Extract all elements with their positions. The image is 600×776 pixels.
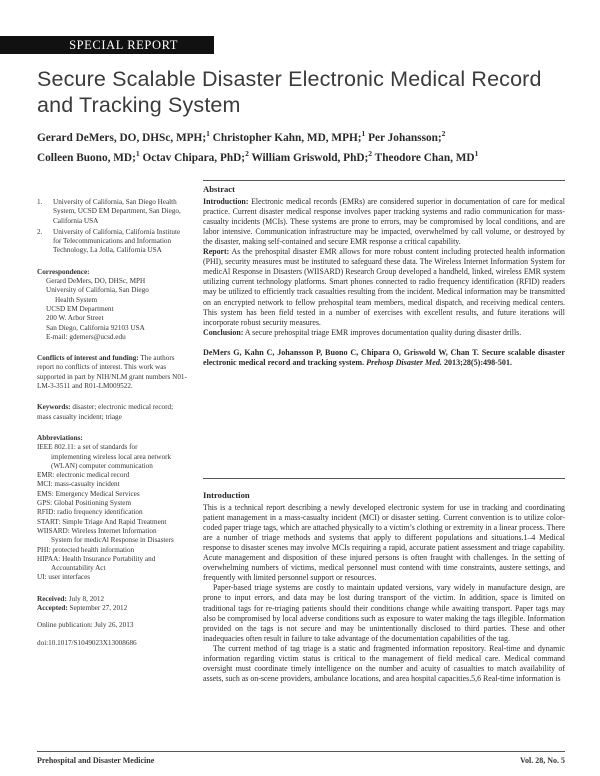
affiliation: 1. University of California, San Diego Health System, UCSD EM Department, San Diego, California USA [37,198,181,225]
abbreviation-item: RFID: radio frequency identification [37,508,143,517]
affiliation: 2. University of California, California Institute for Telecommunications and Information Technology, La Jolla, California USA [37,227,181,255]
abbreviation-item: IEEE 802.11: a set of standards for [37,443,138,452]
abbreviation-item: HIPAA: Health Insurance Portability and [37,554,156,563]
abstract-introduction: Introduction: Electronic medical records (EMRs) are considered superior in documentation of care for medical practice. Current disaster medical response involves paper tracking systems and radio communication for mass-casualty incidents (MCIs). These systems are prone to errors, may be compromised by local conditions, and are labor intensive. Communication infrastructure may be impacted, overwhelmed by call volume, or destroyed by the disaster, making self-contained and secure EMR response a critical capability. [203,197,565,247]
paragraph: This is a technical report describing a newly developed electronic system for use in tracking and coordinating patient management in a mass-casualty incident (MCI) or disaster setting. Current convention is to utilize color-coded paper triage tags, which are attached physically to a victim’s clothing or extremity in a linear process. There are a number of triage methods and systems that apply to different populations and situations.1–4 Medical response to disaster scenes may involve MCIs requiring a rapid, accurate patient assessment and triage capability. Acute management and disposition of these injured persons is often fraught with challenges. In the setting of overwhelming numbers of victims, medical personnel must contend with time constraints, austere settings, and frequently with limited personnel support or resources. [203,503,565,583]
correspondence-email[interactable]: E-mail: gdemers@ucsd.edu [46,332,126,341]
author: Octav Chipara, PhD;$^2$ [142,148,249,164]
abbreviation-item: WIISARD: Wireless Internet Information [37,526,157,535]
article-title: Secure Scalable Disaster Electronic Medical Record and Tracking System [37,67,542,117]
footer-volume: Vol. 28, No. 5 [519,756,565,765]
abbreviation-item: PHI: protected health information [37,545,135,554]
author: William Griswold, PhD;$^2$ [251,148,373,164]
special-report-banner: SPECIAL REPORT [0,36,214,54]
introduction-section [203,490,565,684]
abbreviation-item: EMR: electronic medical record [37,471,130,480]
doi-link[interactable]: doi:10.1017/S1049023X13008686 [37,638,137,647]
author: Theodore Chan, $MD^1$ [374,148,479,164]
abbreviation-list [37,443,189,582]
abbreviation-item: START: Simple Triage And Rapid Treatment [37,517,167,526]
abstract-heading: Abstract [203,184,235,194]
abbreviation-item-continued: Accountability Act [51,564,106,573]
abbreviation-item: UI: user interfaces [37,573,91,582]
conflicts-of-interest: Conflicts of interest and funding: The authors report no conflicts of interest. This work was supported in part by NIH/NLM grant numbers N01-LM-3-3511 and R01-LM009522. [37,354,187,391]
abbreviation-item-continued: (WLAN) computer communication [51,461,153,470]
author: Per Johansson;$^2$ [368,129,446,144]
correspondence: Correspondence: Gerard DeMers, DO, DHSc, MPH University of California, San Diego Health System UCSD EM Department 200 W. Arbor Street San Diego, California 92103 USA E-mail: gdemers@ucsd.edu [37,268,189,342]
author-list [37,126,577,166]
paragraph: Paper-based triage systems are costly to maintain updated versions, vary widely in manufacture design, are prone to input errors, and data may be lost during transport of the victim. In addition, space is limited on traditional tags for re-triaging patients should their conditions change while awaiting transport. Paper tags may also be compromised by local adverse conditions such as exposure to water making the tags illegible. Information provided on the tags is not secure and may be unintentionally disclosed to third parties. These and other inadequacies often result in failure to take advantage of the documentation capabilities of the tag. [203,583,565,643]
citation: DeMers G, Kahn C, Johansson P, Buono C, Chipara O, Griswold W, Chan T. Secure scalable disaster electronic medical record and tracking system. Prehosp Disaster Med. 2013;28(5):498-501. [203,347,565,368]
footer-rule [37,751,565,752]
abstract-top-rule [203,180,565,181]
footer-journal: Prehospital and Disaster Medicine [37,756,155,765]
author: Christopher Kahn, MD, MPH;$^1$ [212,129,366,144]
abstract-report: Report: As the prehospital disaster EMR allows for more robust content including protected health information (PHI), security measures must be instituted to safeguard these data. The Wireless Internet Information System for medicAl Response in Disasters (WIISARD) Research Group developed a handheld, linked, wireless EMR system utilizing current technology platforms. Smart phones connected to radio frequency identification (RFID) readers may be utilized to efficiently track casualties resulting from the incident. Medical information may be transmitted on an encrypted network to fellow prehospital team members, medical dispatch, and receiving medical centers. This system has been field tested in a number of exercises with excellent results, and future iterations will incorporate robust security measures. [203,247,565,327]
abbreviation-item-continued: implementing wireless local area network [51,452,172,461]
introduction-heading: Introduction [203,490,250,500]
abstract-conclusion: Conclusion: A secure prehospital triage EMR improves documentation quality during disaster drills. [203,327,522,337]
sidebar-column [37,198,189,648]
author: Gerard DeMers, DO, DHSc, MPH;$^1$ [37,129,210,144]
abbreviation-item: EMS: Emergency Medical Services [37,489,140,498]
abbreviation-item-continued: System for medicAl Response in Disasters [51,536,174,545]
abstract-section [203,184,565,369]
paragraph: The current method of tag triage is a static and fragmented information repository. Real-time and dynamic information regarding victim status is critical to the management of field medical care. Medical command oversight must coordinate timely intelligence on the number and acuity of casualties to match availability of assets, such as on-scene providers, ambulance locations, and area hospital capacities.5,6 Real-time information is [203,643,565,683]
article-dates: Received: July 8, 2012 Accepted: September 27, 2012 Online publication: July 26, 2013 doi:10.1017/S1049023X13008686 [37,595,189,648]
abbreviations: Abbreviations: IEEE 802.11: a set of standards for implementing wireless local area network (WLAN) computer communication EMR: electronic medical record MCI: mass-casualty incident EMS: Emergency Medical Services GPS: Global Positioning System RFID: radio frequency identification START: Simple Triage And Rapid Treatment WIISARD: Wireless Internet Information System for medicAl Response in Disasters PHI: protected health information HIPAA: Health Insurance Portability and Accountability Act UI: user interfaces [37,434,189,583]
abbreviation-item: GPS: Global Positioning System [37,499,132,508]
abstract-bottom-rule [203,478,565,479]
author: Colleen Buono, MD;$^1$ [37,148,140,164]
abbreviation-item: MCI: mass-casualty incident [37,480,120,489]
keywords: Keywords: disaster; electronic medical record; mass casualty incident; triage [37,403,174,421]
